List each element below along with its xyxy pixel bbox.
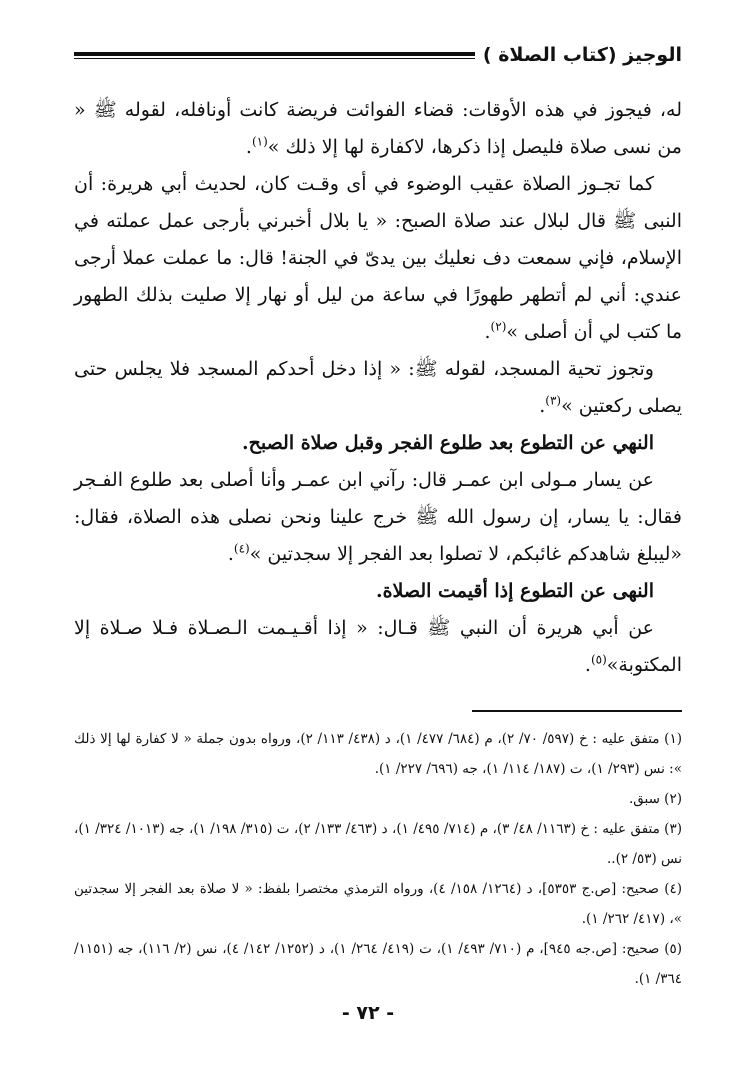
header-rule <box>74 52 475 59</box>
footnote-ref-5: (٥) <box>590 652 607 667</box>
paragraph-4-text: عن يسار مـولى ابن عمـر قال: رآني ابن عمـر وأنا أصلى بعد طلوع الفـجر فقال: يا يسار، إن رسول الله ﷺ خرج علينا ونحن نصلى هذه الصلاة، فقال: «ليبلغ شاهدكم غائبكم، لا تصلوا بعد الفجر إلا سجدتين » <box>74 469 682 565</box>
paragraph-2: كما تجـوز الصلاة عقيب الوضوء في أى وقـت كان، لحديث أبي هريرة: أن النبى ﷺ قال لبلال عند صلاة الصبح: « يا بلال أخبرني بأرجى عمل عملته في الإسلام، فإني سمعت دف نعليك بين يدىّ في الجنة! قال: ما عملت عملا أرجى عندي: أني لم أتطهر طهورًا في ساعة من ليل أو نهار إلا صليت بذلك الطهور ما كتب لي أن أصلى »$^{(٢)}$. <box>74 173 682 343</box>
footnote-1: (١) متفق عليه : خ (٥٩٧/ ٧٠/ ٢)، م (٦٨٤/ ٤٧٧/ ١)، د (٤٣٨/ ١١٣/ ٢)، ورواه بدون جملة « لا كفارة لها إلا ذلك »: نس (٢٩٣/ ١)، ت (١٨٧/ ١١٤/ ١)، جه (٦٩٦/ ٢٢٧/ ١). <box>74 731 682 777</box>
header-title: الوجيز (كتاب الصلاة ) <box>482 44 682 66</box>
footnote-ref-1: (١) <box>251 134 268 149</box>
paragraph-1: له، فيجوز في هذه الأوقات: قضاء الفوائت فريضة كانت أونافله، لقوله ﷺ « من نسى صلاة فليصل إذا ذكرها، لاكفارة لها إلا ذلك »$^{(١)}$. <box>74 99 682 158</box>
footnote-separator <box>472 710 682 712</box>
paragraph-3: وتجوز تحية المسجد، لقوله ﷺ: « إذا دخل أحدكم المسجد فلا يجلس حتى يصلى ركعتين »$^{(٣)}$. <box>74 358 682 417</box>
footnote-ref-2: (٢) <box>490 319 507 334</box>
footnotes <box>74 724 682 994</box>
footnote-ref-4: (٤) <box>233 541 250 556</box>
footnote-4: (٤) صحيح: [ص.ج ٥٣٥٣]، د (١٢٦٤/ ١٥٨/ ٤)، ورواه الترمذي مختصرا بلفظ: « لا صلاة بعد الفجر إلا سجدتين »، (٤١٧/ ٢٦٢/ ١). <box>74 881 683 927</box>
footnote-5: (٥) صحيح: [ص.جه ٩٤٥]، م (٧١٠/ ٤٩٣/ ١)، ت (٤١٩/ ٢٦٤/ ١)، د (١٢٥٢/ ١٤٢/ ٤)، نس (٢/ ١١٦)، جه (١١٥١/ ٣٦٤/ ١). <box>74 941 683 987</box>
paragraph-1-text: له، فيجوز في هذه الأوقات: قضاء الفوائت فريضة كانت أونافله، لقوله ﷺ « من نسى صلاة فليصل إذا ذكرها، لاكفارة لها إلا ذلك » <box>74 99 682 158</box>
paragraph-5-text: عن أبي هريرة أن النبي ﷺ قـال: « إذا أقـيـمت الـصـلاة فـلا صـلاة إلا المكتوبة» <box>74 617 682 676</box>
running-header <box>74 44 682 66</box>
footnote-2: (٢) سبق. <box>628 791 682 807</box>
page-number: - ٧٢ - <box>341 1002 395 1024</box>
section-heading-2: النهى عن التطوع إذا أقيمت الصلاة. <box>375 580 654 602</box>
section-heading-1: النهي عن التطوع بعد طلوع الفجر وقبل صلاة الصبح. <box>241 432 654 454</box>
footnote-3: (٣) متفق عليه : خ (١١٦٣/ ٤٨/ ٣)، م (٧١٤/ ٤٩٥/ ١)، د (٤٦٣/ ١٣٣/ ٢)، ت (٣١٥/ ١٩٨/ ١)، جه (١٠١٣/ ٣٢٤/ ١)، نس (٥٣/ ٢).. <box>74 821 682 867</box>
paragraph-2-text: كما تجـوز الصلاة عقيب الوضوء في أى وقـت كان، لحديث أبي هريرة: أن النبى ﷺ قال لبلال عند صلاة الصبح: « يا بلال أخبرني بأرجى عمل عملته في الإسلام، فإني سمعت دف نعليك بين يدىّ في الجنة! قال: ما عملت عملا أرجى عندي: أني لم أتطهر طهورًا في ساعة من ليل أو نهار إلا صليت بذلك الطهور ما كتب لي أن أصلى » <box>74 173 682 343</box>
paragraph-4: عن يسار مـولى ابن عمـر قال: رآني ابن عمـر وأنا أصلى بعد طلوع الفـجر فقال: يا يسار، إن رسول الله ﷺ خرج علينا ونحن نصلى هذه الصلاة، فقال: «ليبلغ شاهدكم غائبكم، لا تصلوا بعد الفجر إلا سجدتين »$^{(٤)}$. <box>74 469 682 565</box>
paragraph-5: عن أبي هريرة أن النبي ﷺ قـال: « إذا أقـيـمت الـصـلاة فـلا صـلاة إلا المكتوبة»$^{(٥)}$. <box>74 617 682 676</box>
footnote-ref-3: (٣) <box>545 393 562 408</box>
main-text <box>74 92 682 684</box>
paragraph-3-text: وتجوز تحية المسجد، لقوله ﷺ: « إذا دخل أحدكم المسجد فلا يجلس حتى يصلى ركعتين » <box>74 358 682 417</box>
